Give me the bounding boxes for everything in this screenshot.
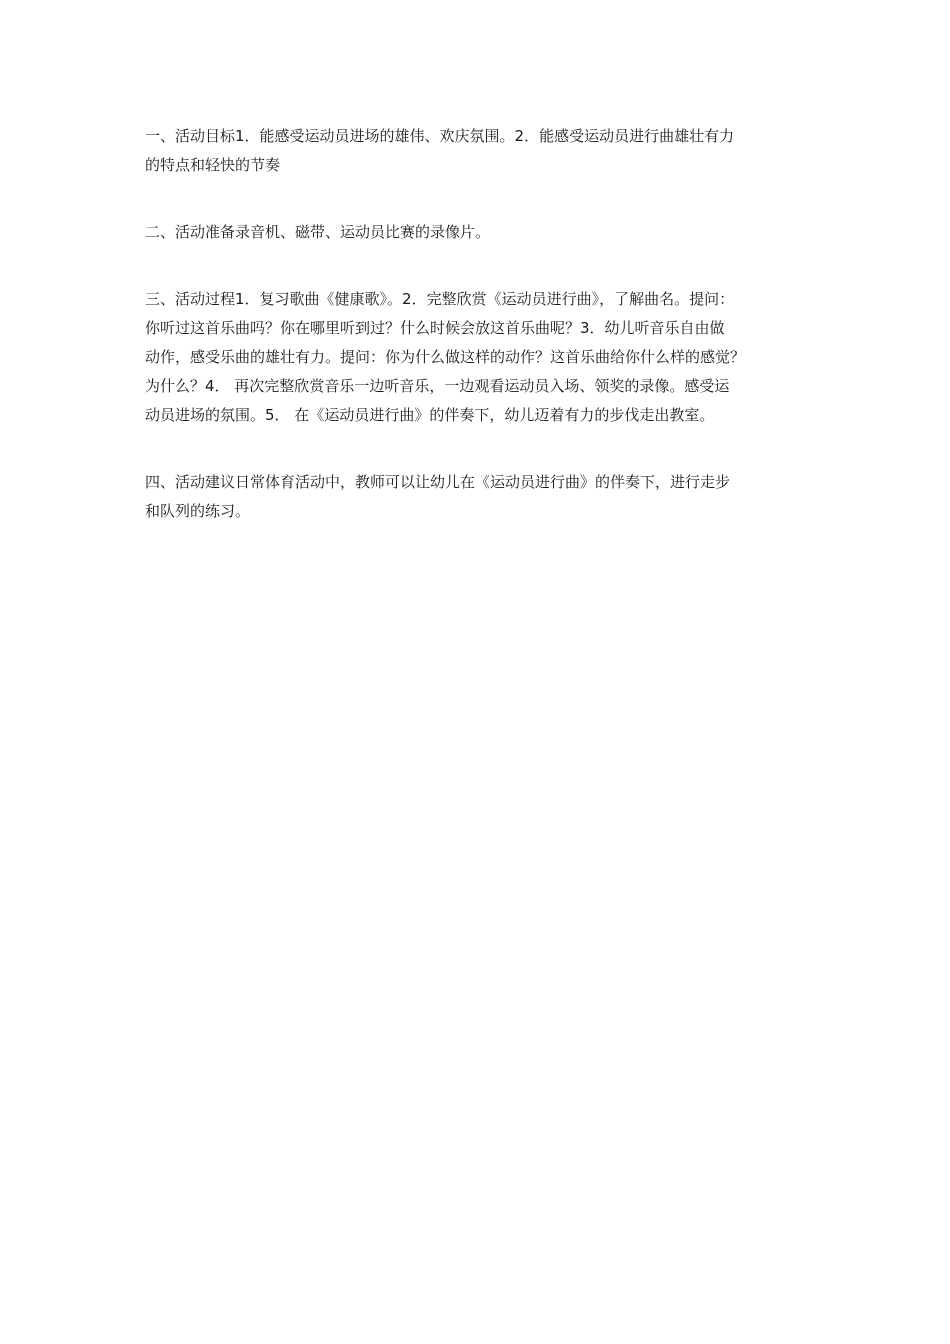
text-line: 动员进场的氛围。5． 在《运动员进行曲》的伴奏下，幼儿迈着有力的步伐走出教室。	[145, 406, 715, 424]
section-activity-preparation	[145, 218, 813, 247]
text-line: 三、活动过程1．复习歌曲《健康歌》。2．完整欣赏《运动员进行曲》，了解曲名。提问：	[145, 290, 735, 308]
text-line: 你听过这首乐曲吗？你在哪里听到过？什么时候会放这首乐曲呢？3．幼儿听音乐自由做	[145, 319, 725, 337]
text-line: 动作，感受乐曲的雄壮有力。提问：你为什么做这样的动作？这首乐曲给你什么样的感觉？	[145, 348, 746, 366]
section-activity-suggestions	[145, 468, 813, 526]
document-body	[145, 122, 813, 564]
section-activity-process	[145, 285, 813, 430]
text-line: 二、活动准备录音机、磁带、运动员比赛的录像片。	[145, 223, 491, 241]
text-line: 的特点和轻快的节奏	[145, 156, 281, 174]
text-line: 一、活动目标1．能感受运动员进场的雄伟、欢庆氛围。2．能感受运动员进行曲雄壮有力	[145, 127, 735, 145]
text-line: 四、活动建议日常体育活动中，教师可以让幼儿在《运动员进行曲》的伴奏下，进行走步	[145, 473, 731, 491]
text-line: 为什么？4． 再次完整欣赏音乐一边听音乐，一边观看运动员入场、领奖的录像。感受运	[145, 377, 730, 395]
section-activity-goals	[145, 122, 813, 180]
text-line: 和队列的练习。	[145, 502, 251, 520]
